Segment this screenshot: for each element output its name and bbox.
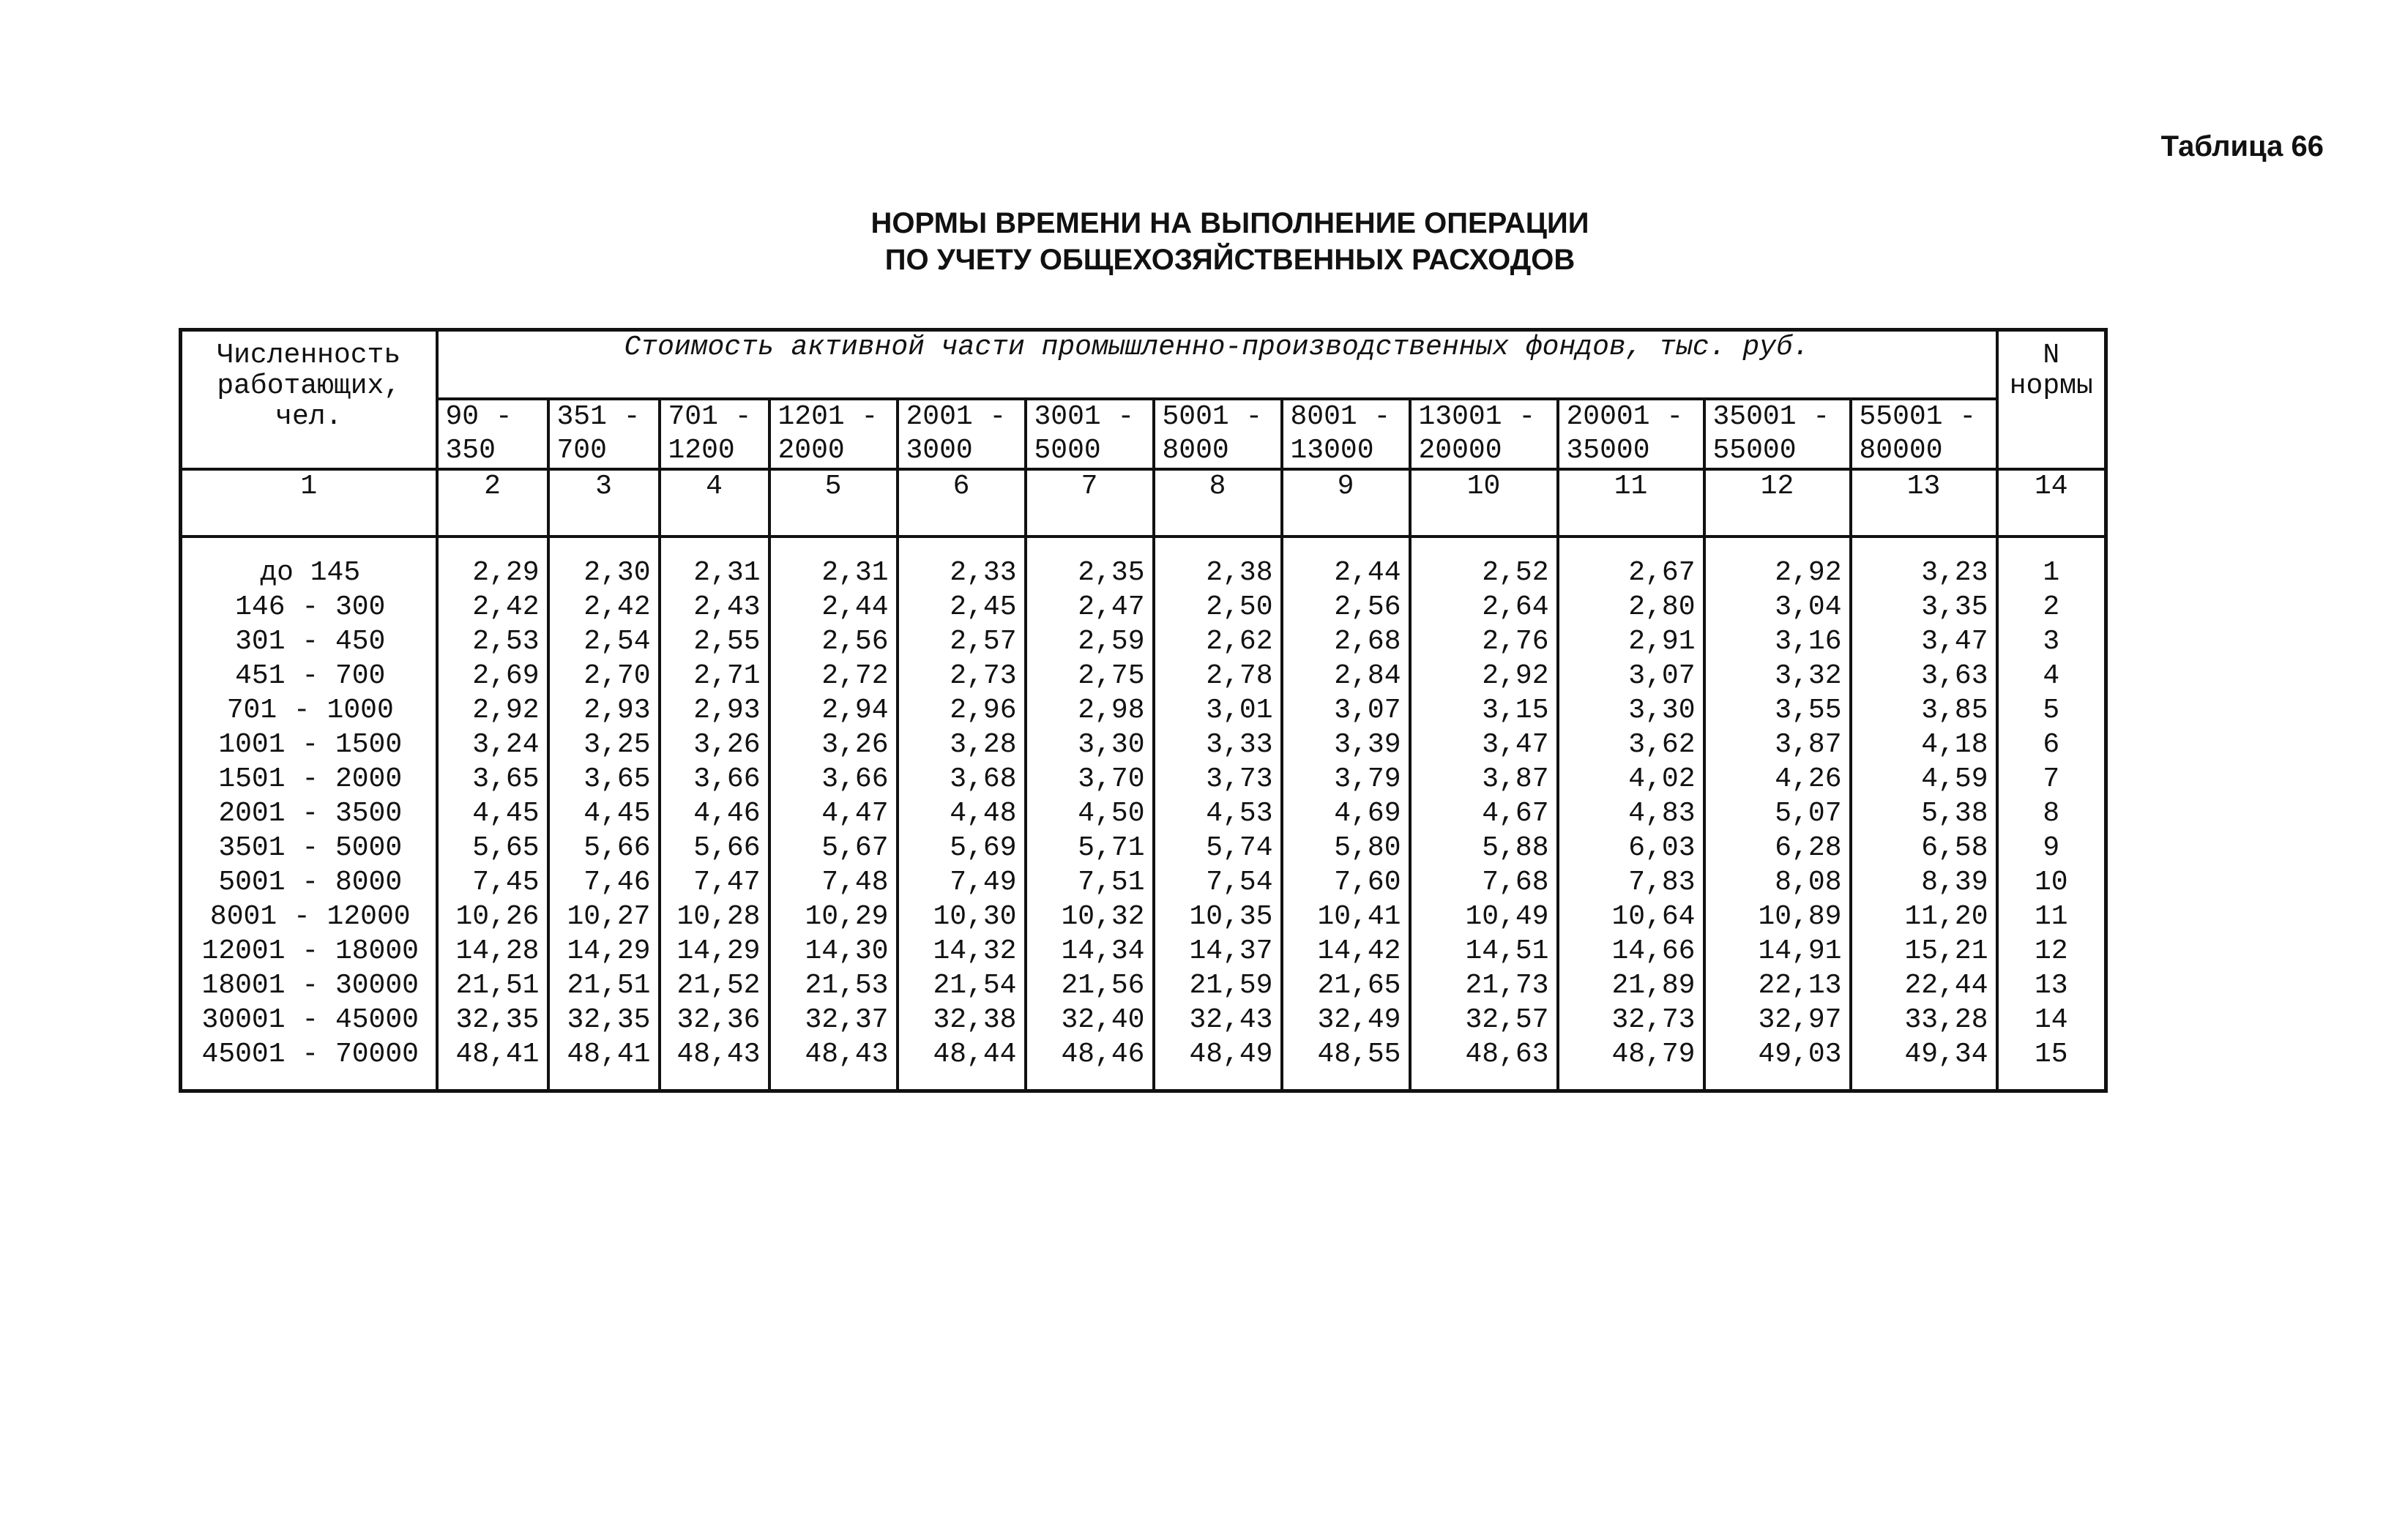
value-cell: 2,54 [548,624,660,659]
value-cell: 4,83 [1558,796,1704,831]
value-cell: 2,38 [1154,537,1282,590]
cost-range-header: 35001 - 55000 [1704,399,1851,469]
value-cell: 2,92 [1410,659,1558,693]
value-cell: 32,38 [898,1003,1026,1037]
value-cell: 3,65 [548,762,660,796]
column-number: 3 [548,469,660,537]
value-cell: 32,49 [1282,1003,1410,1037]
table-number: Таблица 66 [2160,130,2324,162]
value-cell: 14,51 [1410,934,1558,968]
value-cell: 49,34 [1851,1037,1997,1091]
value-cell: 5,65 [437,831,548,865]
value-cell: 4,46 [660,796,769,831]
value-cell: 32,37 [769,1003,898,1037]
value-cell: 32,73 [1558,1003,1704,1037]
norm-number-cell: 5 [1997,693,2106,728]
value-cell: 3,66 [660,762,769,796]
column-number: 7 [1026,469,1154,537]
value-cell: 3,66 [769,762,898,796]
value-cell: 21,89 [1558,968,1704,1003]
value-cell: 3,26 [660,728,769,762]
column-number: 11 [1558,469,1704,537]
value-cell: 3,55 [1704,693,1851,728]
value-cell: 3,33 [1154,728,1282,762]
value-cell: 2,44 [1282,537,1410,590]
value-cell: 7,51 [1026,865,1154,900]
value-cell: 3,32 [1704,659,1851,693]
value-cell: 3,26 [769,728,898,762]
column-number-row [181,469,2106,537]
value-cell: 49,03 [1704,1037,1851,1091]
value-cell: 3,85 [1851,693,1997,728]
value-cell: 3,62 [1558,728,1704,762]
table-row [181,1003,2106,1037]
norm-number-cell: 2 [1997,590,2106,624]
value-cell: 5,07 [1704,796,1851,831]
value-cell: 2,56 [769,624,898,659]
value-cell: 3,07 [1282,693,1410,728]
value-cell: 2,55 [660,624,769,659]
value-cell: 3,25 [548,728,660,762]
value-cell: 48,41 [548,1037,660,1091]
value-cell: 2,73 [898,659,1026,693]
value-cell: 14,28 [437,934,548,968]
value-cell: 4,47 [769,796,898,831]
value-cell: 2,96 [898,693,1026,728]
value-cell: 10,49 [1410,900,1558,934]
value-cell: 3,07 [1558,659,1704,693]
value-cell: 3,16 [1704,624,1851,659]
value-cell: 3,35 [1851,590,1997,624]
value-cell: 32,57 [1410,1003,1558,1037]
value-cell: 3,65 [437,762,548,796]
value-cell: 48,49 [1154,1037,1282,1091]
employees-cell: 18001 - 30000 [181,968,437,1003]
value-cell: 5,80 [1282,831,1410,865]
value-cell: 5,74 [1154,831,1282,865]
norm-number-cell: 9 [1997,831,2106,865]
value-cell: 32,43 [1154,1003,1282,1037]
value-cell: 2,52 [1410,537,1558,590]
value-cell: 2,47 [1026,590,1154,624]
value-cell: 48,46 [1026,1037,1154,1091]
value-cell: 7,54 [1154,865,1282,900]
value-cell: 2,93 [660,693,769,728]
value-cell: 10,35 [1154,900,1282,934]
column-number: 5 [769,469,898,537]
value-cell: 2,94 [769,693,898,728]
value-cell: 14,37 [1154,934,1282,968]
value-cell: 4,50 [1026,796,1154,831]
table-row [181,934,2106,968]
value-cell: 4,67 [1410,796,1558,831]
value-cell: 2,98 [1026,693,1154,728]
value-cell: 32,36 [660,1003,769,1037]
employees-cell: 1001 - 1500 [181,728,437,762]
value-cell: 32,40 [1026,1003,1154,1037]
table-row [181,796,2106,831]
value-cell: 3,47 [1851,624,1997,659]
value-cell: 14,66 [1558,934,1704,968]
cost-range-header: 13001 - 20000 [1410,399,1558,469]
value-cell: 2,42 [548,590,660,624]
value-cell: 2,35 [1026,537,1154,590]
value-cell: 3,23 [1851,537,1997,590]
table-row [181,693,2106,728]
employees-cell: 301 - 450 [181,624,437,659]
value-cell: 7,46 [548,865,660,900]
table-row [181,900,2106,934]
value-cell: 5,38 [1851,796,1997,831]
column-number: 9 [1282,469,1410,537]
value-cell: 22,44 [1851,968,1997,1003]
table-row [181,728,2106,762]
value-cell: 2,53 [437,624,548,659]
value-cell: 2,78 [1154,659,1282,693]
value-cell: 3,70 [1026,762,1154,796]
value-cell: 2,84 [1282,659,1410,693]
value-cell: 2,92 [1704,537,1851,590]
cost-range-header: 701 - 1200 [660,399,769,469]
value-cell: 3,39 [1282,728,1410,762]
value-cell: 2,80 [1558,590,1704,624]
value-cell: 3,73 [1154,762,1282,796]
table-row [181,590,2106,624]
value-cell: 2,59 [1026,624,1154,659]
value-cell: 2,68 [1282,624,1410,659]
value-cell: 7,83 [1558,865,1704,900]
value-cell: 3,30 [1026,728,1154,762]
norm-number-cell: 8 [1997,796,2106,831]
value-cell: 7,48 [769,865,898,900]
table-row [181,968,2106,1003]
value-cell: 6,58 [1851,831,1997,865]
value-cell: 8,39 [1851,865,1997,900]
value-cell: 21,53 [769,968,898,1003]
value-cell: 2,64 [1410,590,1558,624]
cost-range-header: 20001 - 35000 [1558,399,1704,469]
cost-range-header: 351 - 700 [548,399,660,469]
value-cell: 14,32 [898,934,1026,968]
value-cell: 3,04 [1704,590,1851,624]
value-cell: 48,41 [437,1037,548,1091]
value-cell: 48,63 [1410,1037,1558,1091]
employees-cell: 30001 - 45000 [181,1003,437,1037]
value-cell: 32,35 [548,1003,660,1037]
value-cell: 5,71 [1026,831,1154,865]
cost-range-header: 2001 - 3000 [898,399,1026,469]
value-cell: 3,30 [1558,693,1704,728]
employees-cell: до 145 [181,537,437,590]
value-cell: 7,60 [1282,865,1410,900]
value-cell: 4,18 [1851,728,1997,762]
value-cell: 48,43 [769,1037,898,1091]
value-cell: 21,51 [437,968,548,1003]
norm-number-cell: 12 [1997,934,2106,968]
norm-number-cell: 11 [1997,900,2106,934]
norms-table [179,328,2108,1093]
employees-cell: 701 - 1000 [181,693,437,728]
cost-range-header: 90 - 350 [437,399,548,469]
value-cell: 2,43 [660,590,769,624]
value-cell: 2,69 [437,659,548,693]
value-cell: 2,30 [548,537,660,590]
value-cell: 32,35 [437,1003,548,1037]
page-title [857,205,1603,278]
value-cell: 14,91 [1704,934,1851,968]
employees-cell: 5001 - 8000 [181,865,437,900]
value-cell: 32,97 [1704,1003,1851,1037]
table-row [181,762,2106,796]
value-cell: 10,26 [437,900,548,934]
column-number: 6 [898,469,1026,537]
value-cell: 2,44 [769,590,898,624]
norm-number-cell: 7 [1997,762,2106,796]
cost-range-header: 3001 - 5000 [1026,399,1154,469]
value-cell: 2,92 [437,693,548,728]
value-cell: 3,01 [1154,693,1282,728]
value-cell: 2,72 [769,659,898,693]
value-cell: 14,34 [1026,934,1154,968]
norm-number-cell: 6 [1997,728,2106,762]
value-cell: 3,79 [1282,762,1410,796]
value-cell: 3,15 [1410,693,1558,728]
norm-number-cell: 4 [1997,659,2106,693]
value-cell: 2,31 [660,537,769,590]
employees-cell: 12001 - 18000 [181,934,437,968]
column-number: 4 [660,469,769,537]
value-cell: 22,13 [1704,968,1851,1003]
employees-cell: 451 - 700 [181,659,437,693]
table-row [181,624,2106,659]
column-number: 12 [1704,469,1851,537]
employees-cell: 8001 - 12000 [181,900,437,934]
value-cell: 3,47 [1410,728,1558,762]
value-cell: 2,31 [769,537,898,590]
value-cell: 14,29 [660,934,769,968]
column-number: 14 [1997,469,2106,537]
header-employees: Численность работающих, чел. [181,330,437,470]
value-cell: 14,42 [1282,934,1410,968]
table-row [181,1037,2106,1091]
value-cell: 10,64 [1558,900,1704,934]
cost-range-header: 5001 - 8000 [1154,399,1282,469]
value-cell: 7,68 [1410,865,1558,900]
value-cell: 8,08 [1704,865,1851,900]
column-number: 10 [1410,469,1558,537]
value-cell: 10,89 [1704,900,1851,934]
value-cell: 21,52 [660,968,769,1003]
value-cell: 2,57 [898,624,1026,659]
value-cell: 2,29 [437,537,548,590]
value-cell: 2,56 [1282,590,1410,624]
value-cell: 5,69 [898,831,1026,865]
value-cell: 2,62 [1154,624,1282,659]
norm-number-cell: 3 [1997,624,2106,659]
value-cell: 7,49 [898,865,1026,900]
value-cell: 4,53 [1154,796,1282,831]
value-cell: 10,27 [548,900,660,934]
value-cell: 5,67 [769,831,898,865]
value-cell: 2,42 [437,590,548,624]
value-cell: 2,93 [548,693,660,728]
title-line-1: НОРМЫ ВРЕМЕНИ НА ВЫПОЛНЕНИЕ ОПЕРАЦИИ [870,207,1589,239]
value-cell: 21,65 [1282,968,1410,1003]
table-row [181,865,2106,900]
value-cell: 4,69 [1282,796,1410,831]
value-cell: 10,30 [898,900,1026,934]
value-cell: 5,66 [548,831,660,865]
value-cell: 21,73 [1410,968,1558,1003]
value-cell: 2,91 [1558,624,1704,659]
value-cell: 2,76 [1410,624,1558,659]
value-cell: 21,51 [548,968,660,1003]
norm-number-cell: 10 [1997,865,2106,900]
table-row [181,831,2106,865]
value-cell: 33,28 [1851,1003,1997,1037]
value-cell: 2,45 [898,590,1026,624]
value-cell: 10,28 [660,900,769,934]
cost-range-header: 8001 - 13000 [1282,399,1410,469]
value-cell: 3,63 [1851,659,1997,693]
value-cell: 2,67 [1558,537,1704,590]
value-cell: 10,32 [1026,900,1154,934]
value-cell: 5,88 [1410,831,1558,865]
value-cell: 6,03 [1558,831,1704,865]
value-cell: 3,87 [1704,728,1851,762]
employees-cell: 146 - 300 [181,590,437,624]
value-cell: 7,47 [660,865,769,900]
value-cell: 4,45 [437,796,548,831]
value-cell: 3,68 [898,762,1026,796]
employees-cell: 2001 - 3500 [181,796,437,831]
value-cell: 2,50 [1154,590,1282,624]
value-cell: 21,56 [1026,968,1154,1003]
value-cell: 10,29 [769,900,898,934]
value-cell: 2,71 [660,659,769,693]
value-cell: 4,02 [1558,762,1704,796]
value-cell: 4,48 [898,796,1026,831]
column-number: 13 [1851,469,1997,537]
header-norm-number: N нормы [1997,330,2106,470]
value-cell: 48,55 [1282,1037,1410,1091]
value-cell: 3,24 [437,728,548,762]
value-cell: 6,28 [1704,831,1851,865]
employees-cell: 3501 - 5000 [181,831,437,865]
employees-cell: 45001 - 70000 [181,1037,437,1091]
column-number: 1 [181,469,437,537]
employees-cell: 1501 - 2000 [181,762,437,796]
value-cell: 4,45 [548,796,660,831]
header-cost-group: Стоимость активной части промышленно-производственных фондов, тыс. руб. [437,330,1997,400]
value-cell: 11,20 [1851,900,1997,934]
cost-range-row [181,399,2106,469]
value-cell: 48,44 [898,1037,1026,1091]
cost-range-header: 1201 - 2000 [769,399,898,469]
value-cell: 3,87 [1410,762,1558,796]
column-number: 8 [1154,469,1282,537]
value-cell: 21,54 [898,968,1026,1003]
value-cell: 48,79 [1558,1037,1704,1091]
value-cell: 10,41 [1282,900,1410,934]
cost-range-header: 55001 - 80000 [1851,399,1997,469]
value-cell: 21,59 [1154,968,1282,1003]
value-cell: 5,66 [660,831,769,865]
value-cell: 14,30 [769,934,898,968]
norm-number-cell: 13 [1997,968,2106,1003]
value-cell: 48,43 [660,1037,769,1091]
norm-number-cell: 15 [1997,1037,2106,1091]
value-cell: 4,59 [1851,762,1997,796]
value-cell: 3,28 [898,728,1026,762]
column-number: 2 [437,469,548,537]
norm-number-cell: 1 [1997,537,2106,590]
value-cell: 4,26 [1704,762,1851,796]
norm-number-cell: 14 [1997,1003,2106,1037]
table-row [181,537,2106,590]
value-cell: 14,29 [548,934,660,968]
value-cell: 2,70 [548,659,660,693]
value-cell: 2,33 [898,537,1026,590]
value-cell: 15,21 [1851,934,1997,968]
title-line-2: ПО УЧЕТУ ОБЩЕХОЗЯЙСТВЕННЫХ РАСХОДОВ [884,244,1576,276]
value-cell: 2,75 [1026,659,1154,693]
value-cell: 7,45 [437,865,548,900]
table-row [181,659,2106,693]
